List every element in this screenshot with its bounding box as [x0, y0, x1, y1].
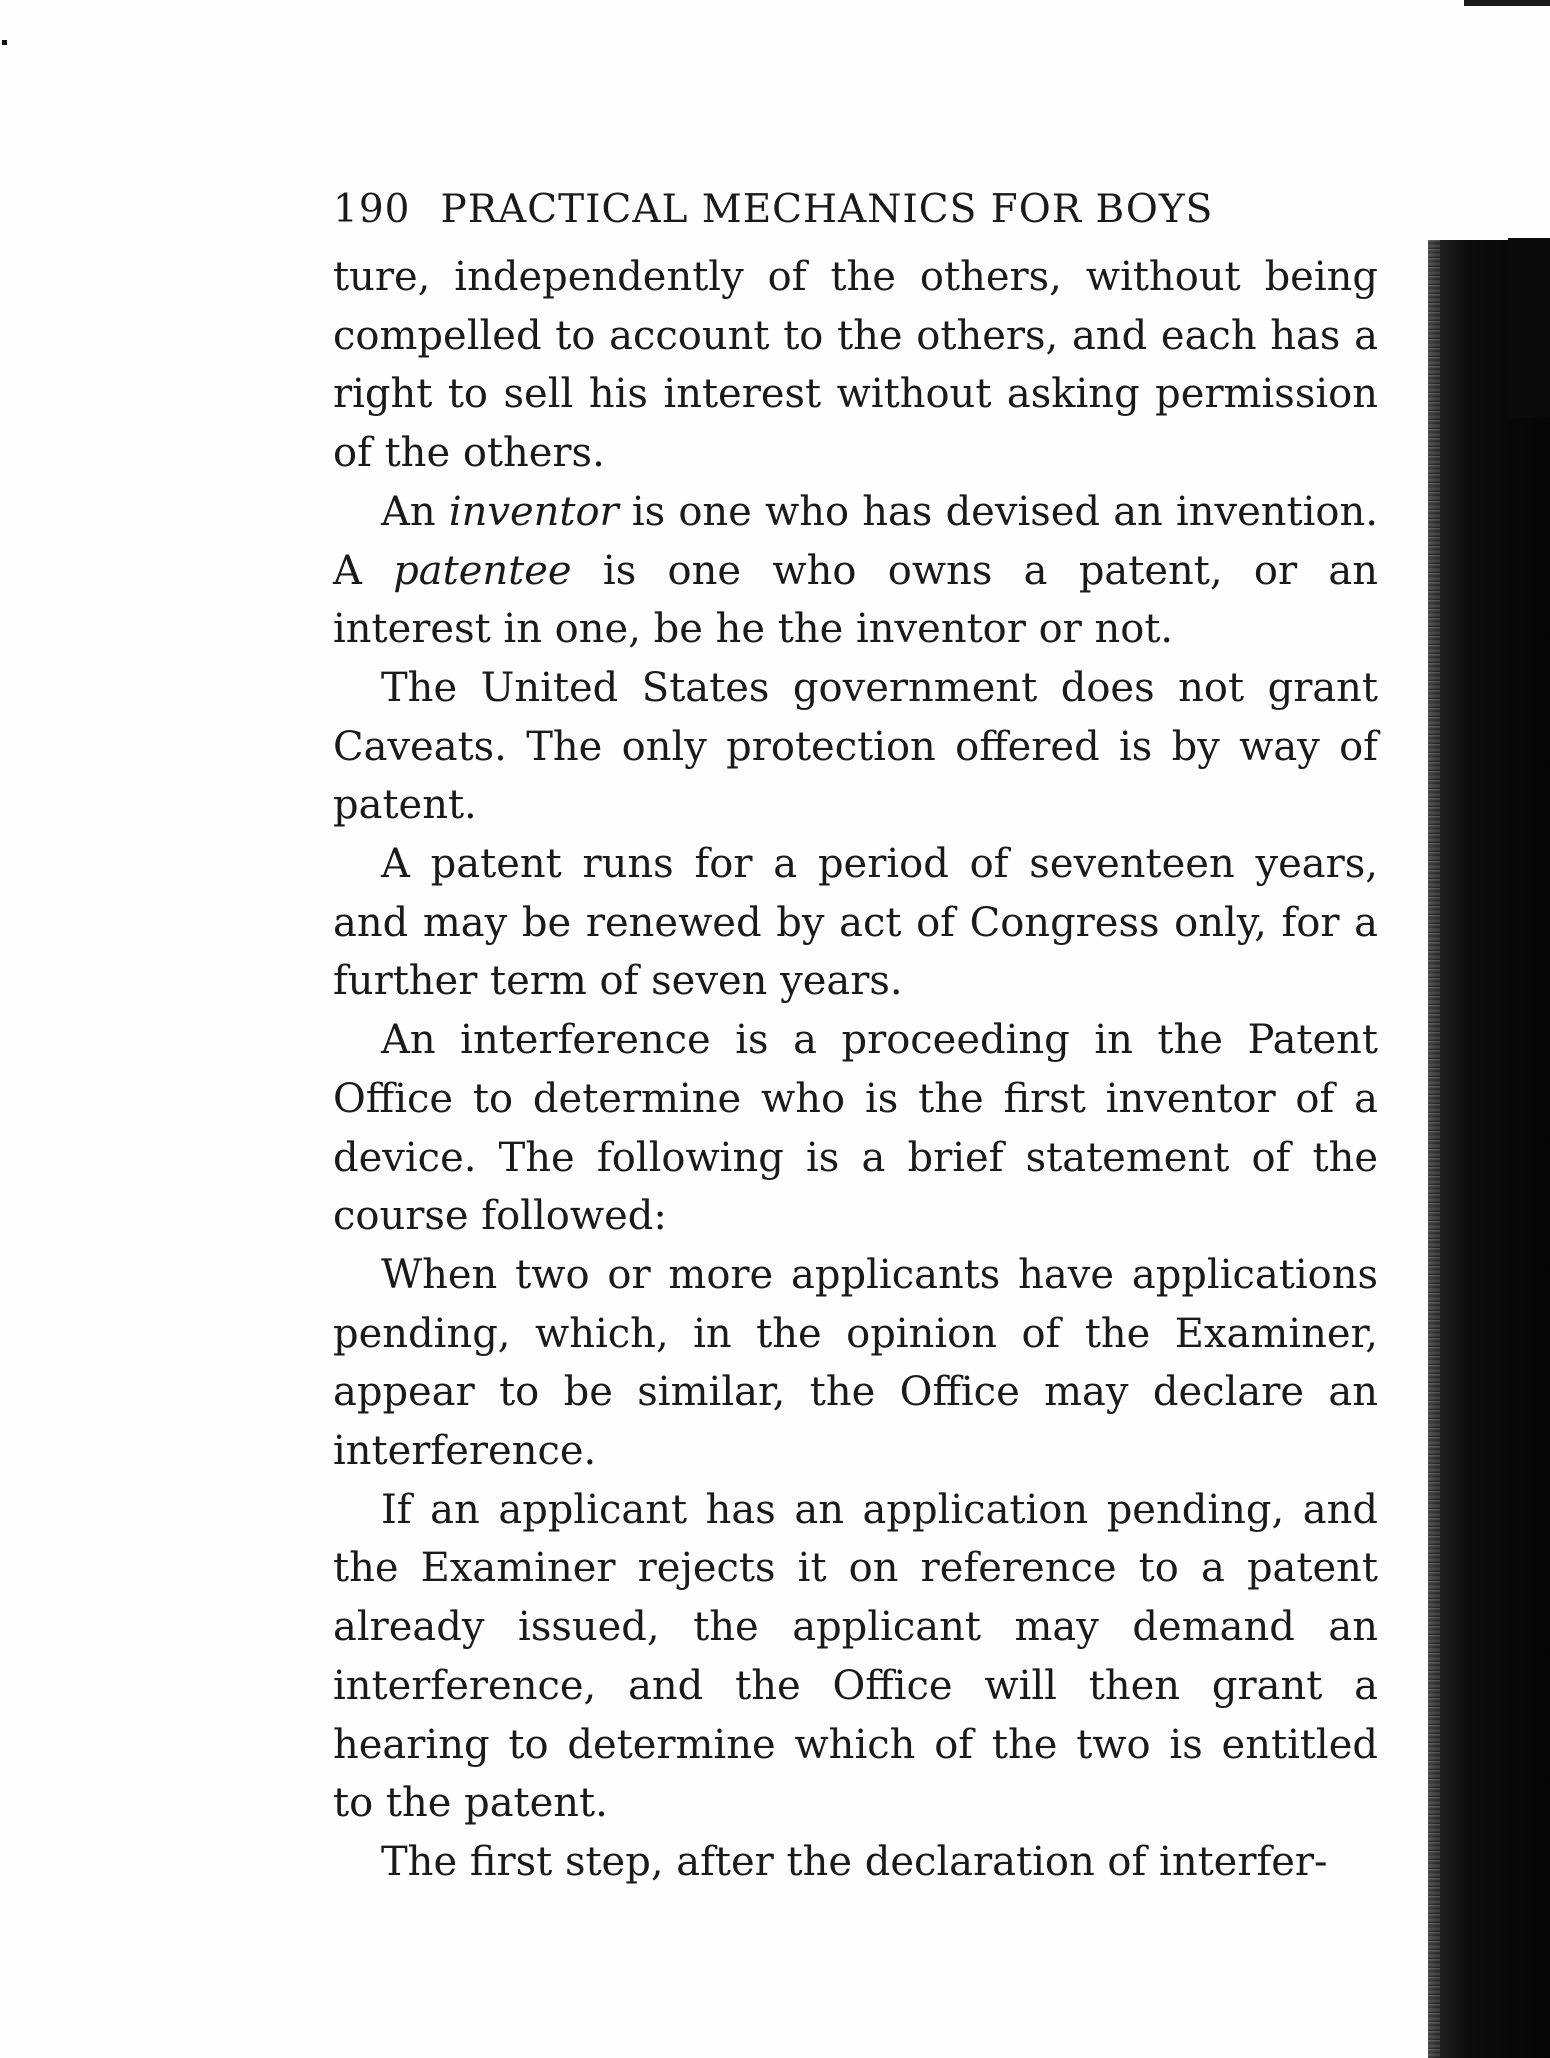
book-spine-shadow — [1428, 240, 1550, 2058]
paragraph-similar-applications: When two or more applicants have applications pending, which, in the opinion of the Examiner, appear to be similar, the Office may declare an interference. — [333, 1251, 1378, 1475]
term-inventor: inventor — [448, 488, 619, 535]
paragraph-first-step: The first step, after the declaration of interfer- — [381, 1838, 1328, 1885]
page-text-block — [333, 178, 1378, 1892]
text-segment: is one who owns a patent, or an interest in one, be he the inventor or not. — [333, 547, 1378, 653]
paragraph-patent-term: A patent runs for a period of seventeen years, and may be renewed by act of Congress only, for a further term of seven years. — [333, 841, 1378, 1005]
term-patentee: patentee — [393, 547, 572, 594]
book-title-header: PRACTICAL MECHANICS FOR BOYS — [440, 187, 1214, 232]
book-spine-edge — [1508, 238, 1550, 418]
paragraph-inventor-definition — [333, 483, 1378, 659]
page-number: 190 — [333, 187, 411, 232]
paragraph-rejection-hearing: If an applicant has an application pending, and the Examiner rejects it on reference to a patent already issued, the applicant may demand an interference, and the Office will then grant a hearing to determine which of the two is entitled to the patent. — [333, 1486, 1378, 1827]
text-segment: An — [381, 488, 449, 535]
paragraph-interference-definition: An interference is a proceeding in the Patent Office to determine who is the first inventor of a device. The following is a brief statement of the course followed: — [333, 1017, 1378, 1240]
scan-edge-rule — [1464, 0, 1550, 6]
paragraph-caveats: The United States government does not grant Caveats. The only protection offered is by way of patent. — [333, 664, 1378, 829]
paragraph-continuation: ture, independently of the others, without being compelled to account to the others, and each has a right to sell his interest without asking permission of the others. — [333, 254, 1378, 477]
running-head — [333, 178, 1378, 248]
text-segment: is one who has devised an invention. A — [333, 488, 1378, 594]
scan-speck — [2, 40, 7, 45]
